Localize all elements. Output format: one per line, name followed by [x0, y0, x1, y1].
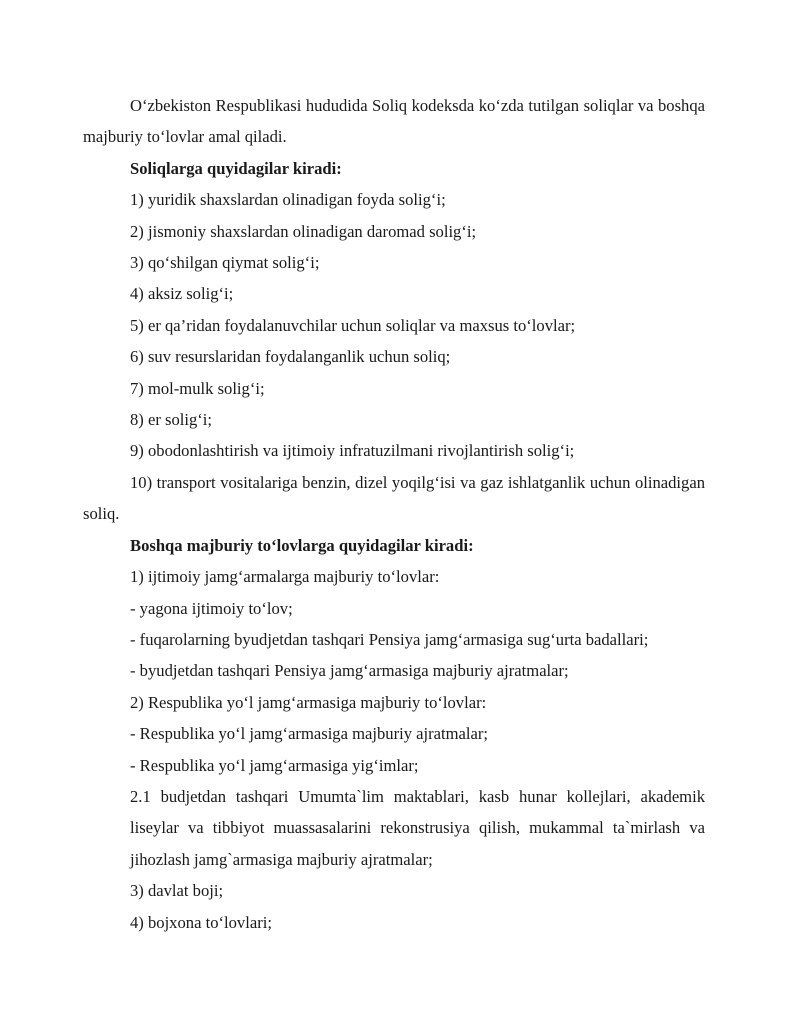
- tax-item: 8) er solig‘i;: [130, 410, 213, 430]
- payment-item: 1) ijtimoiy jamg‘armalarga majburiy to‘lovlar:: [130, 567, 440, 587]
- tax-item: 4) aksiz solig‘i;: [130, 284, 234, 304]
- payment-item: - fuqarolarning byudjetdan tashqari Pensiya jamg‘armasiga sug‘urta badallari;: [130, 629, 649, 649]
- intro-paragraph: O‘zbekiston Respublikasi hududida Soliq kodeksda ko‘zda tutilgan soliqlar va boshqa majburiy to‘lovlar amal qiladi.: [83, 96, 705, 147]
- tail-item: 4) bojxona to‘lovlari;: [130, 912, 272, 932]
- tax-item: 1) yuridik shaxslardan olinadigan foyda solig‘i;: [130, 190, 446, 210]
- tax-item: 3) qo‘shilgan qiymat solig‘i;: [130, 253, 320, 273]
- tax-item: 5) er qa’ridan foydalanuvchilar uchun soliqlar va maxsus to‘lovlar;: [130, 315, 576, 335]
- tax-item: 9) obodonlashtirish va ijtimoiy infratuzilmani rivojlantirish solig‘i;: [130, 441, 575, 461]
- payments-heading: Boshqa majburiy to‘lovlarga quyidagilar kiradi:: [130, 535, 474, 555]
- taxes-heading: Soliqlarga quyidagilar kiradi:: [130, 158, 342, 178]
- payment-item: - yagona ijtimoiy to‘lov;: [130, 598, 293, 618]
- payment-item: - byudjetdan tashqari Pensiya jamg‘armasiga majburiy ajratmalar;: [130, 661, 569, 681]
- item-2-1-paragraph: 2.1 budjetdan tashqari Umumta`lim maktablari, kasb hunar kollejlari, akademik liseylar va tibbiyot muassasalarini rekonstrusiya qilish, mukammal ta`mirlash va jihozlash jamg`armasiga majburiy ajratmalar;: [130, 786, 705, 869]
- tax-item: 10) transport vositalariga benzin, dizel yoqilg‘isi va gaz ishlatganlik uchun olinadigan soliq.: [83, 472, 705, 524]
- tax-item: 7) mol-mulk solig‘i;: [130, 378, 265, 398]
- tax-item: 2) jismoniy shaxslardan olinadigan daromad solig‘i;: [130, 221, 477, 241]
- tail-item: 3) davlat boji;: [130, 881, 224, 901]
- document-page: [83, 90, 705, 938]
- payment-item: - Respublika yo‘l jamg‘armasiga yig‘imlar;: [130, 755, 419, 775]
- tax-item: 6) suv resurslaridan foydalanganlik uchun soliq;: [130, 347, 451, 367]
- payment-item: - Respublika yo‘l jamg‘armasiga majburiy ajratmalar;: [130, 724, 489, 744]
- payment-item: 2) Respublika yo‘l jamg‘armasiga majburiy to‘lovlar:: [130, 692, 487, 712]
